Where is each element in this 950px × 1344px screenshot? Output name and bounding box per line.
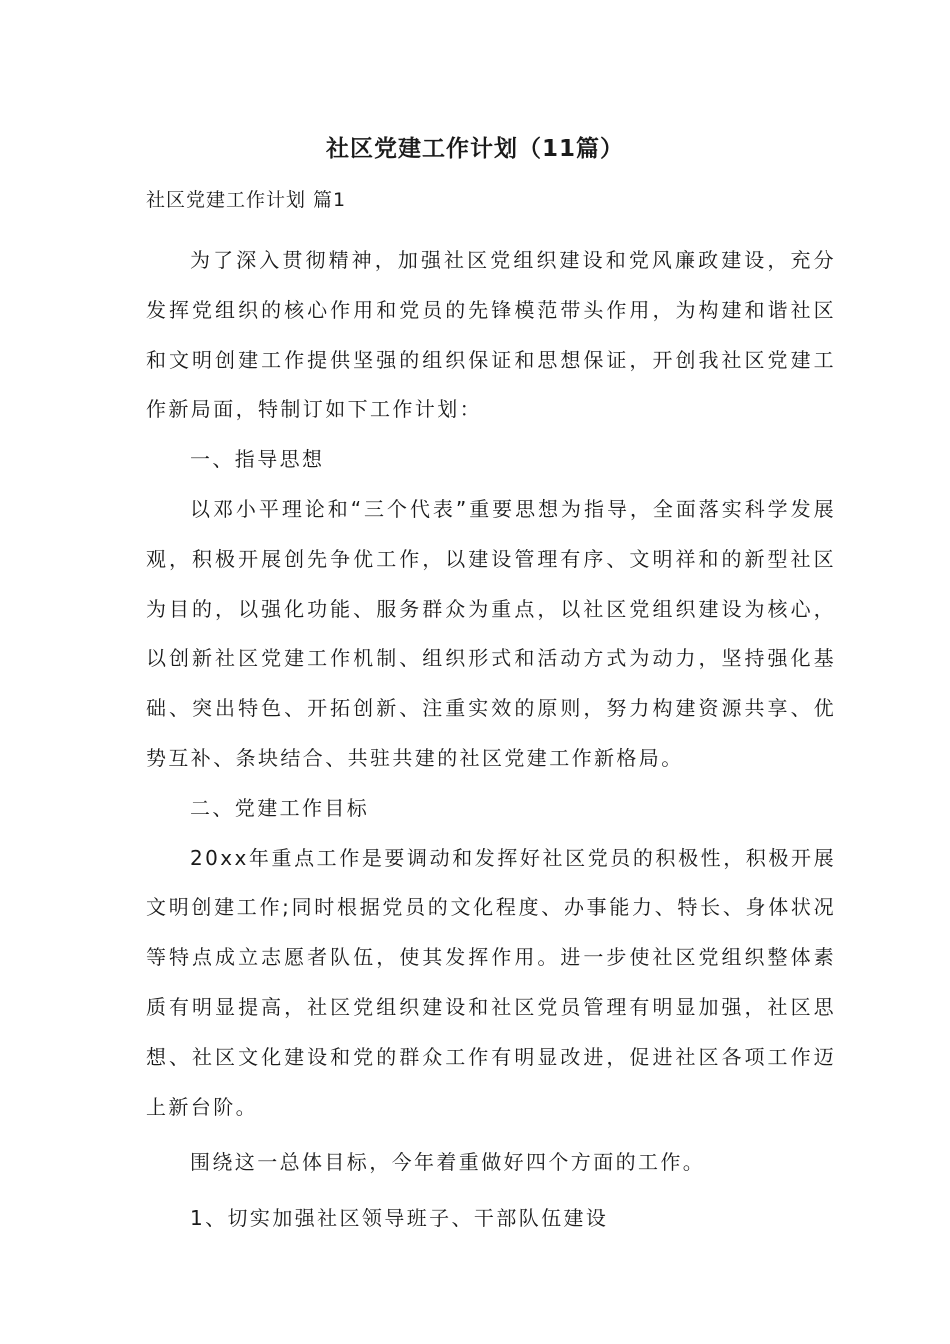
heading-work-goals: 二、党建工作目标 xyxy=(190,795,370,820)
document-title: 社区党建工作计划（11篇） xyxy=(325,136,624,162)
paragraph-work-goals: 20xx年重点工作是要调动和发挥好社区党员的积极性，积极开展文明创建工作;同时根据党员的文化程度、办事能力、特长、身体状况等特点成立志愿者队伍，使其发挥作用。进一步使社区党组织整体素质有明显提高，社区党组织建设和社区党员管理有明显加强，社区思想、社区文化建设和党的群众工作有明显改进，促进社区各项工作迈上新台阶。 xyxy=(146,845,836,1119)
heading-guiding-ideology: 一、指导思想 xyxy=(190,447,325,472)
paragraph-guiding-ideology: 以邓小平理论和“三个代表”重要思想为指导，全面落实科学发展观，积极开展创先争优工作，以建设管理有序、文明祥和的新型社区为目的，以强化功能、服务群众为重点，以社区党组织建设为核心，以创新社区党建工作机制、组织形式和活动方式为动力，坚持强化基础、突出特色、开拓创新、注重实效的原则，努力构建资源共享、优势互补、条块结合、共驻共建的社区党建工作新格局。 xyxy=(146,496,836,770)
heading-item-1: 1、切实加强社区领导班子、干部队伍建设 xyxy=(190,1206,609,1231)
paragraph-intro: 为了深入贯彻精神，加强社区党组织建设和党风廉政建设，充分发挥党组织的核心作用和党员的先锋模范带头作用，为构建和谐社区和文明创建工作提供坚强的组织保证和思想保证，开创我社区党建工作新局面，特制订如下工作计划： xyxy=(146,248,836,422)
section-subtitle: 社区党建工作计划 篇1 xyxy=(146,189,347,211)
document-body xyxy=(146,236,836,1244)
paragraph-four-aspects: 围绕这一总体目标，今年着重做好四个方面的工作。 xyxy=(190,1150,706,1175)
